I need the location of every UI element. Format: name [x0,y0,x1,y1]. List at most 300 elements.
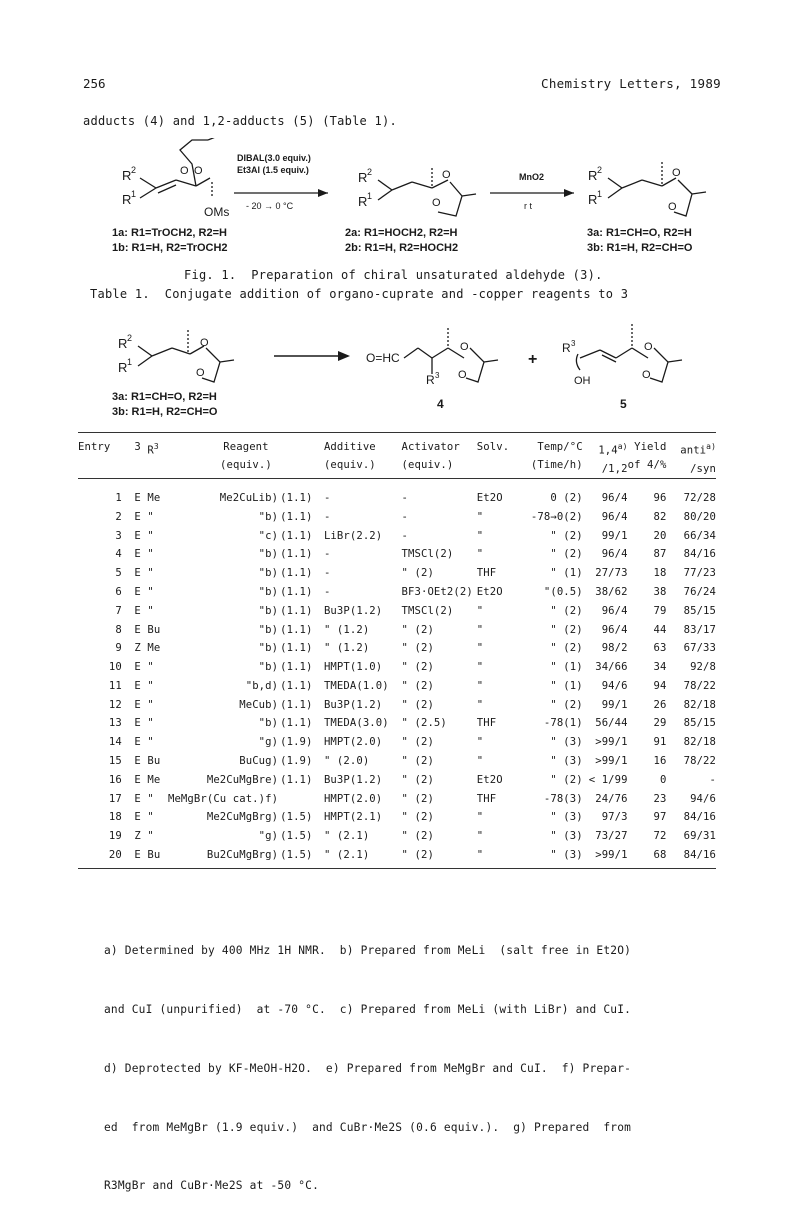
cell-temp: -78(1) [543,717,583,730]
cell-ratio: 34/66 [595,661,628,674]
svg-text:O: O [194,165,203,177]
cell-solv: " [476,623,484,636]
table-row [78,658,716,677]
cell-anti: 66/34 [683,529,716,542]
cell-solv: " [476,736,484,749]
cell-anti: 67/33 [683,642,716,655]
cell-equiv: (1.1) [280,717,313,730]
cell-entry: 14 [108,736,122,749]
table-bottom-rule [78,868,716,869]
cell-solv: " [476,548,484,561]
footnote-line: a) Determined by 400 MHz 1H NMR. b) Prepared from MeLi (salt free in Et2O) [104,944,632,958]
cell-ratio: 98/2 [601,642,628,655]
header-3: 3 [134,441,141,453]
cell-additive: Bu3P(1.2) [323,604,383,617]
cell-equiv: (1.1) [280,604,313,617]
cell-activator: TMSCl(2) [401,548,454,561]
reactant-3b-label: 3b: R1=H, R2=CH=O [112,406,218,418]
cell-yield: 38 [653,585,667,598]
cell-reagent: "b,d) [245,679,279,692]
cell-activator: " (2) [401,623,434,636]
svg-text:R: R [118,360,128,375]
cell-anti: 84/16 [683,811,716,824]
table-row [78,789,716,808]
cell-entry: 1 [115,491,122,504]
scheme-figure-1 [100,138,720,263]
results-table [78,434,716,864]
cell-reagent: "b) [258,510,279,523]
svg-text:O: O [672,167,681,179]
cell-additive: HMPT(2.1) [323,811,383,824]
cell-reagent: "b) [258,585,279,598]
svg-text:R: R [118,336,128,351]
cell-entry: 3 [115,529,122,542]
svg-text:R: R [588,168,598,183]
cell-anti: 83/17 [683,623,716,636]
cell-additive: HMPT(2.0) [323,792,383,805]
svg-text:O: O [200,337,209,349]
cell-yield: 82 [653,510,667,523]
cell-activator: " (2) [401,679,434,692]
cell-activator: " (2) [401,830,434,843]
cell-equiv: (1.1) [280,548,313,561]
cell-temp: " (2) [550,548,583,561]
cell-r3: Bu [147,849,161,862]
cell-r3: " [147,604,154,617]
table-row [78,677,716,696]
reagent-dibal: DIBAL(3.0 equiv.) [237,153,311,163]
cell-activator: " (2) [401,736,434,749]
cell-anti: 94/6 [690,792,716,805]
header-additive: Additive (equiv.) [323,441,376,471]
cell-ratio: 99/1 [601,529,628,542]
cell-three: E [134,717,141,730]
compound-1a-label: 1a: R1=TrOCH2, R2=H [112,227,227,239]
compound-2a-label: 2a: R1=HOCH2, R2=H [345,227,458,239]
svg-text:O: O [458,369,467,381]
cell-r3: Me [147,642,161,655]
cell-r3: " [147,661,154,674]
header-activator: Activator (equiv.) [401,441,460,471]
cell-entry: 7 [115,604,122,617]
cell-activator: - [401,491,409,504]
cell-reagent: MeCub) [239,698,279,711]
cell-equiv: (1.1) [280,642,313,655]
cell-temp: " (3) [550,849,583,862]
cell-entry: 11 [108,679,122,692]
cell-temp: " (3) [550,736,583,749]
cell-yield: 96 [653,491,667,504]
cell-three: E [134,623,141,636]
cell-entry: 4 [115,548,122,561]
cell-temp: " (2) [550,604,583,617]
svg-text:R: R [122,168,132,183]
cell-yield: 20 [653,529,667,542]
cell-yield: 29 [653,717,667,730]
cell-anti: 82/18 [683,698,716,711]
cell-r3: Me [147,491,161,504]
table-row [78,827,716,846]
cell-equiv [278,789,324,808]
cell-entry: 19 [108,830,122,843]
cell-reagent: "b) [258,604,279,617]
svg-text:R: R [588,192,598,207]
svg-text:O: O [442,169,451,181]
product-4-structure [366,326,498,387]
cell-equiv: (1.1) [280,679,313,692]
cell-entry: 18 [108,811,122,824]
svg-text:O: O [644,341,653,353]
cell-additive: TMEDA(1.0) [323,679,389,692]
svg-text:2: 2 [127,333,133,343]
cell-equiv: (1.1) [280,529,313,542]
cell-reagent: "b) [258,642,279,655]
svg-text:2: 2 [131,165,137,175]
cell-r3: " [147,717,154,730]
page-number: 256 [83,76,106,91]
cell-three: E [134,755,141,768]
cell-three: E [134,548,141,561]
cell-ratio: 56/44 [595,717,628,730]
cell-equiv: (1.9) [280,736,313,749]
cell-additive: " (2.0) [323,755,370,768]
cell-additive: " (2.1) [323,830,370,843]
cell-ratio: 96/4 [601,548,628,561]
cell-three: E [134,567,141,580]
cell-temp: " (3) [550,755,583,768]
cell-anti: 85/15 [683,604,716,617]
cell-anti: 84/16 [683,548,716,561]
cell-solv: " [476,661,484,674]
table-row [78,846,716,865]
svg-text:O: O [180,165,189,177]
table-row [78,601,716,620]
cell-additive: TMEDA(3.0) [323,717,389,730]
cell-yield: 63 [653,642,667,655]
table-row [78,564,716,583]
cell-r3: " [147,529,154,542]
compound-3a-label: 3a: R1=CH=O, R2=H [587,227,692,239]
cell-additive: - [323,585,331,598]
cell-solv: THF [476,717,497,730]
cell-temp: " (3) [550,811,583,824]
cell-yield: 26 [653,698,667,711]
svg-text:R: R [358,194,368,209]
cell-ratio: 27/73 [595,567,628,580]
cell-three: E [134,604,141,617]
cell-ratio: 96/4 [601,604,628,617]
table-row [78,733,716,752]
cell-three: E [134,585,141,598]
cell-anti: 78/22 [683,755,716,768]
cell-anti: 82/18 [683,736,716,749]
cell-solv: " [476,642,484,655]
cell-three: E [134,773,141,786]
cell-yield: 72 [653,830,667,843]
cell-ratio: 38/62 [595,585,628,598]
svg-text:3: 3 [571,339,576,348]
cell-reagent: Me2CuMgBre) [206,773,279,786]
cell-r3: " [147,792,154,805]
intro-line: adducts (4) and 1,2-adducts (5) (Table 1). [83,114,397,128]
cell-ratio: 97/3 [601,811,628,824]
table-row [78,770,716,789]
cell-equiv: (1.1) [280,773,313,786]
table-row [78,583,716,602]
cell-solv: " [476,830,484,843]
reagent-mno2: MnO2 [519,172,545,182]
cell-solv: " [476,849,484,862]
reagent-et3al: Et3Al (1.5 equiv.) [237,165,309,175]
cell-solv: " [476,698,484,711]
svg-text:1: 1 [597,189,603,199]
cell-activator: " (2) [401,792,434,805]
header-reagent: Reagent (equiv.) [220,441,272,471]
cell-ratio: >99/1 [595,736,628,749]
cell-reagent: "b) [258,623,279,636]
cell-yield: 23 [653,792,667,805]
cell-solv: THF [476,792,497,805]
reactant-3a-label: 3a: R1=CH=O, R2=H [112,391,217,403]
cell-equiv: (1.1) [280,491,313,504]
table-row [78,526,716,545]
svg-text:1: 1 [367,191,373,201]
plus-sign: + [528,351,538,368]
header-entry: Entry [78,441,111,453]
table-row [78,545,716,564]
compound-3b-label: 3b: R1=H, R2=CH=O [587,242,693,254]
cell-anti: 76/24 [683,585,716,598]
cell-entry: 6 [115,585,122,598]
svg-text:R: R [562,341,571,355]
cell-reagent: "b) [258,548,279,561]
table-body [78,478,716,864]
compound-1b-label: 1b: R1=H, R2=TrOCH2 [112,242,228,254]
cell-equiv: (1.5) [280,849,313,862]
cell-anti: 84/16 [683,849,716,862]
cell-yield: 97 [653,811,667,824]
cell-equiv: (1.1) [280,661,313,674]
cell-equiv: (1.1) [280,510,313,523]
cell-additive: " (1.2) [323,623,370,636]
cell-anti: 85/15 [683,717,716,730]
cell-additive: Bu3P(1.2) [323,698,383,711]
cell-additive: HMPT(2.0) [323,736,383,749]
cell-three: E [134,491,141,504]
header-yield: Yield of 4/% [627,441,667,471]
footnote-line: and CuI (unpurified) at -70 °C. c) Prepared from MeLi (with LiBr) and CuI. [104,1002,632,1016]
cell-solv: " [476,679,484,692]
cell-temp: " (2) [550,529,583,542]
cell-solv: Et2O [476,585,503,598]
svg-text:O: O [460,341,469,353]
cell-r3: " [147,736,154,749]
table-row [78,639,716,658]
cell-equiv: (1.1) [280,623,313,636]
cell-temp: " (2) [550,698,583,711]
cell-activator: " (2) [401,849,434,862]
cell-activator: " (2) [401,755,434,768]
cell-reagent: "c) [258,529,279,542]
cell-additive: " (2.1) [323,849,370,862]
cell-r3: " [147,698,154,711]
cell-reagent: "g) [258,830,279,843]
cell-activator: " (2) [401,567,434,580]
scheme-figure-2 [100,318,720,423]
cell-equiv: (1.5) [280,830,313,843]
cell-reagent: "b) [258,567,279,580]
svg-text:R: R [122,192,132,207]
cell-additive: HMPT(1.0) [323,661,383,674]
cell-solv: " [476,755,484,768]
hydroxyl-label: OH [574,375,591,387]
cell-temp: " (1) [550,567,583,580]
cell-entry: 15 [108,755,122,768]
footnote-line: R3MgBr and CuBr·Me2S at -50 °C. [104,1179,319,1193]
footnotes [104,902,631,1216]
compound-3-reactant-structure [118,330,234,382]
footnote-line: d) Deprotected by KF-MeOH-H2O. e) Prepared from MeMgBr and CuI. f) Prepar- [104,1061,632,1075]
table-header-row [78,434,716,478]
cell-activator: " (2) [401,811,434,824]
cell-r3: " [147,510,154,523]
cell-yield: 34 [653,661,667,674]
aldehyde-label: O=HC [366,351,400,365]
cell-activator: " (2) [401,773,434,786]
cell-r3: Me [147,773,161,786]
svg-text:OMs: OMs [204,205,230,219]
cell-equiv: (1.5) [280,811,313,824]
cell-solv: Et2O [476,773,503,786]
table-caption: Table 1. Conjugate addition of organo-cuprate and -copper reagents to 3 [90,287,629,301]
svg-text:O: O [668,201,677,213]
cell-entry: 8 [115,623,122,636]
cell-ratio: >99/1 [595,755,628,768]
cell-entry: 10 [108,661,122,674]
cell-ratio: 94/6 [601,679,628,692]
cell-entry: 20 [108,849,122,862]
cell-additive: LiBr(2.2) [323,529,383,542]
cell-yield: 68 [653,849,667,862]
product-5-label: 5 [620,397,627,411]
cell-solv: THF [476,567,497,580]
cell-additive: - [323,491,331,504]
cell-activator: BF3·OEt2(2) [401,585,473,598]
cell-r3: " [147,811,154,824]
cell-reagent: MeMgBr(Cu cat.)f) [167,792,279,805]
cell-equiv: (1.1) [280,698,313,711]
cell-reagent: "b) [258,717,279,730]
svg-text:2: 2 [367,167,373,177]
cell-activator: " (2) [401,698,434,711]
cell-temp: " (2) [550,773,583,786]
cell-anti: 69/31 [683,830,716,843]
cell-yield: 18 [653,567,667,580]
cell-additive: Bu3P(1.2) [323,773,383,786]
cell-temp: 0 (2) [550,491,583,504]
cell-ratio: < 1/99 [588,773,628,786]
cell-three: Z [134,830,141,843]
cell-three: E [134,679,141,692]
cell-anti: 92/8 [690,661,716,674]
cell-entry: 9 [115,642,122,655]
cell-activator: TMSCl(2) [401,604,454,617]
table-row [78,478,716,507]
compound-3-structure [588,160,706,216]
svg-text:R: R [426,373,435,387]
svg-text:2: 2 [597,165,603,175]
cell-entry: 16 [108,773,122,786]
compound-2-structure [358,166,476,216]
cell-temp: -78→0(2) [530,510,583,523]
cell-additive: - [323,510,331,523]
svg-text:O: O [642,369,651,381]
cell-ratio: 24/76 [595,792,628,805]
cell-three: E [134,661,141,674]
header-r3: $R^3$ [147,442,159,457]
svg-text:O: O [432,197,441,209]
table-row [78,714,716,733]
compound-2b-label: 2b: R1=H, R2=HOCH2 [345,242,459,254]
cell-solv: " [476,811,484,824]
header-solvent: Solv. [476,441,510,453]
cell-entry: 13 [108,717,122,730]
compound-1-structure [122,138,229,219]
cell-yield: 87 [653,548,667,561]
cell-activator: - [401,529,409,542]
conditions-1: - 20 → 0 °C [246,201,294,211]
cell-ratio: 99/1 [601,698,628,711]
cell-three: Z [134,642,141,655]
cell-ratio: >99/1 [595,849,628,862]
cell-temp: "(0.5) [543,585,583,598]
cell-solv: " [476,604,484,617]
cell-activator: " (2) [401,661,434,674]
cell-yield: 91 [653,736,667,749]
cell-r3: " [147,830,154,843]
cell-r3: " [147,567,154,580]
svg-text:1: 1 [131,189,137,199]
cell-yield: 79 [653,604,667,617]
cell-reagent: Me2CuMgBrg) [206,811,279,824]
cell-three: E [134,698,141,711]
cell-reagent: BuCug) [239,755,279,768]
cell-anti: - [709,773,716,786]
footnote-line: ed from MeMgBr (1.9 equiv.) and CuBr·Me2S (0.6 equiv.). g) Prepared from [104,1120,632,1134]
table-row [78,752,716,771]
cell-reagent: "b) [258,661,279,674]
cell-yield: 16 [653,755,667,768]
cell-activator: - [401,510,409,523]
cell-ratio: 96/4 [601,623,628,636]
product-5-structure [562,324,682,387]
journal-title: Chemistry Letters, 1989 [541,76,721,91]
cell-yield: 0 [660,773,667,786]
cell-temp: " (2) [550,642,583,655]
cell-temp: " (1) [550,679,583,692]
svg-text:3: 3 [435,371,440,380]
cell-r3: Bu [147,623,161,636]
cell-solv: " [476,510,484,523]
table-row [78,507,716,526]
cell-three: E [134,529,141,542]
figure-caption: Fig. 1. Preparation of chiral unsaturated aldehyde (3). [184,268,603,282]
cell-anti: 78/22 [683,679,716,692]
table-top-rule [78,432,716,433]
cell-reagent: Me2CuLib) [219,491,279,504]
header-ratio: 1,4$^{a)}$ /1,2 [598,442,628,475]
conditions-2: r t [524,201,532,211]
